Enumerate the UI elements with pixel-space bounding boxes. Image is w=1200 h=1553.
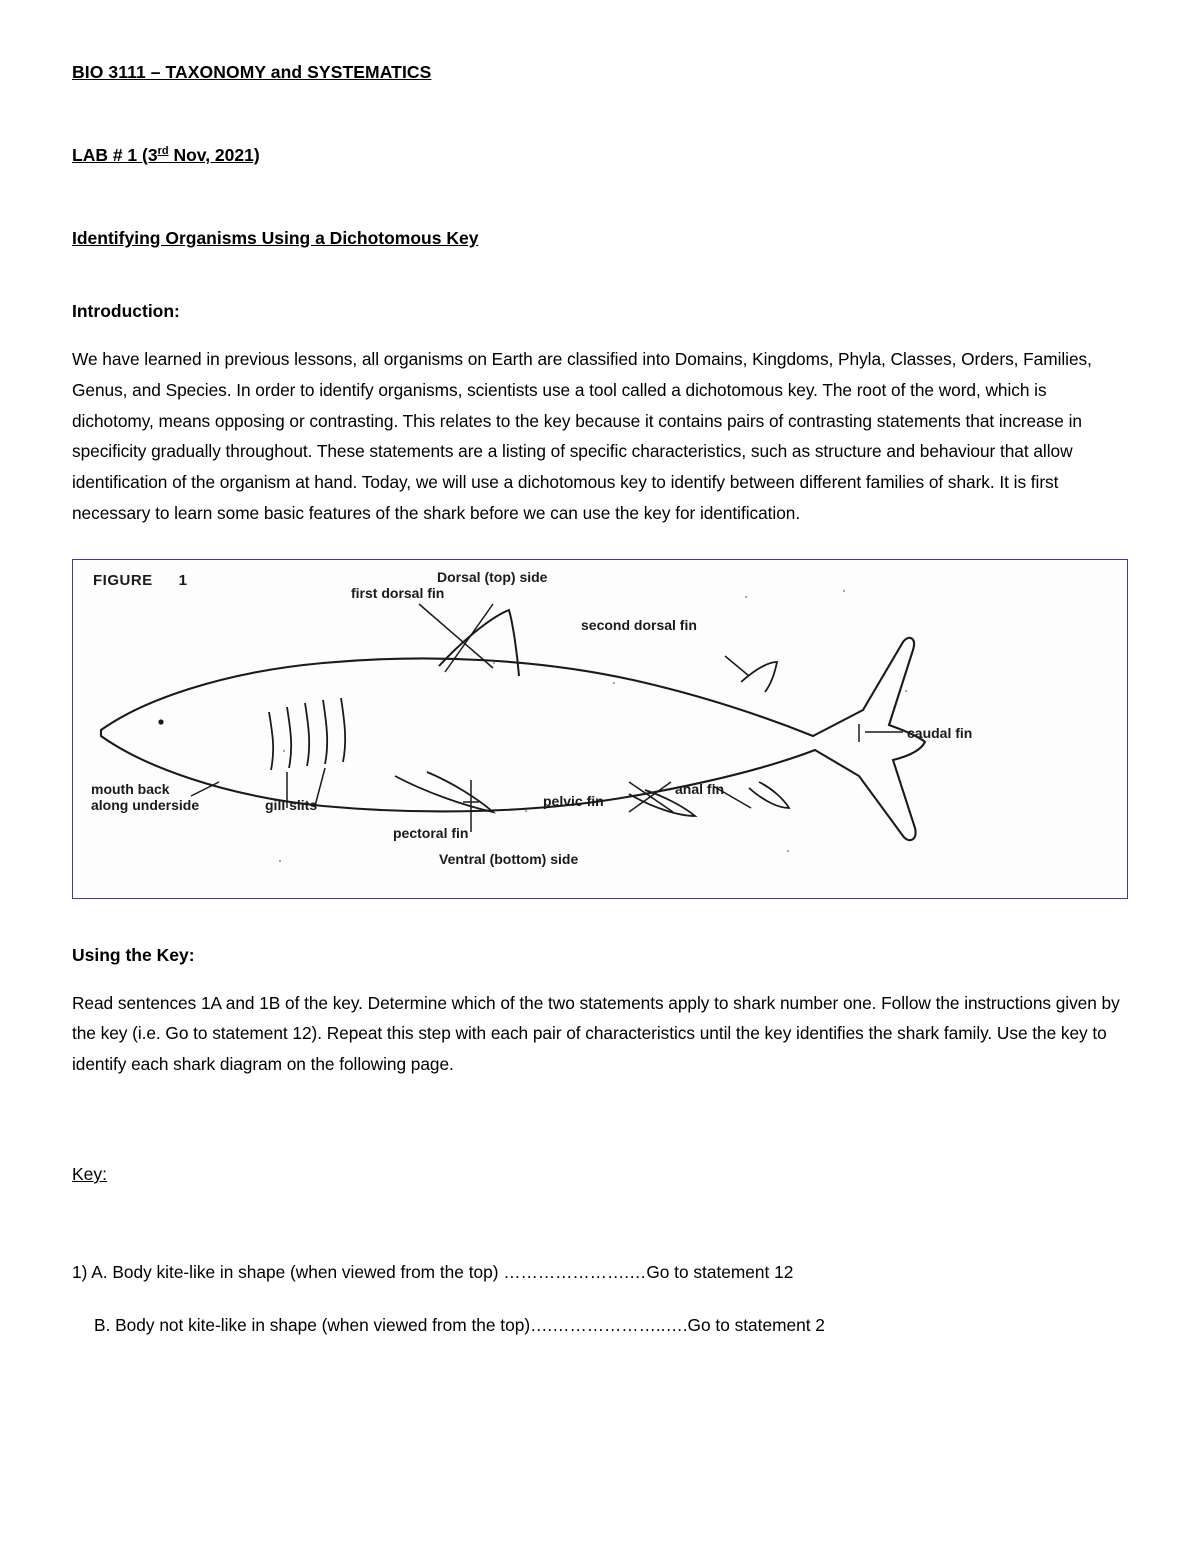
introduction-heading: Introduction:: [72, 301, 180, 321]
label-dorsal-top-side: Dorsal (top) side: [437, 568, 548, 585]
label-caudal-fin: caudal fin: [907, 724, 973, 741]
label-anal-fin: anal fin: [675, 780, 725, 797]
label-ventral-bottom-side: Ventral (bottom) side: [439, 850, 579, 867]
figure-1: [72, 559, 1128, 899]
lab-title: Identifying Organisms Using a Dichotomous Key: [72, 228, 479, 248]
using-the-key-body: Read sentences 1A and 1B of the key. Determine which of the two statements apply to shark number one. Follow the instructions given by the key (i.e. Go to statement 12). Repeat this step with each pair of characteristics until the key identifies the shark family. Use the key to identify each shark diagram on the following page.: [72, 992, 1120, 1075]
lab-prefix: LAB # 1 (3: [72, 145, 158, 165]
using-the-key-heading: Using the Key:: [72, 944, 195, 965]
label-first-dorsal-fin: first dorsal fin: [351, 584, 445, 601]
key-heading: Key:: [72, 1164, 108, 1185]
course-title: BIO 3111 – TAXONOMY and SYSTEMATICS: [72, 62, 432, 82]
shark-anatomy-diagram: [73, 560, 1127, 898]
label-mouth-back-line1: mouth back: [91, 780, 170, 797]
figure-number: 1: [178, 571, 188, 589]
introduction-body: We have learned in previous lessons, all organisms on Earth are classified into Domains, Kingdoms, Phyla, Classes, Orders, Families, Genus, and Species. In order to identify organisms, scientists use a tool called a dichotomous key. The root of the word, which is dichotomy, means opposing or contrasting. This relates to the key because it contains pairs of contrasting statements that increase in specificity gradually throughout. These statements are a listing of specific characteristics, such as structure and behaviour that allow identification of the organism at hand. Today, we will use a dichotomous key to identify between different families of shark. It is first necessary to learn some basic features of the shark before we can use the key for identification.: [72, 349, 1092, 523]
lab-superscript: rd: [157, 145, 169, 158]
key-item-1a: 1) A. Body kite-like in shape (when viewed from the top) ………………….…Go to statement 12: [72, 1262, 794, 1283]
key-item-1b: B. Body not kite-like in shape (when viewed from the top)….………………..….Go to statement 2: [94, 1315, 825, 1336]
label-pectoral-fin: pectoral fin: [393, 824, 469, 841]
lab-suffix: Nov, 2021): [168, 145, 260, 165]
figure-label-text: FIGURE: [93, 571, 153, 589]
lab-heading: [72, 145, 1128, 166]
label-gill-slits: gill slits: [265, 796, 318, 813]
label-pelvic-fin: pelvic fin: [543, 792, 604, 809]
label-mouth-back-line2: along underside: [91, 796, 200, 813]
label-second-dorsal-fin: second dorsal fin: [581, 616, 697, 633]
